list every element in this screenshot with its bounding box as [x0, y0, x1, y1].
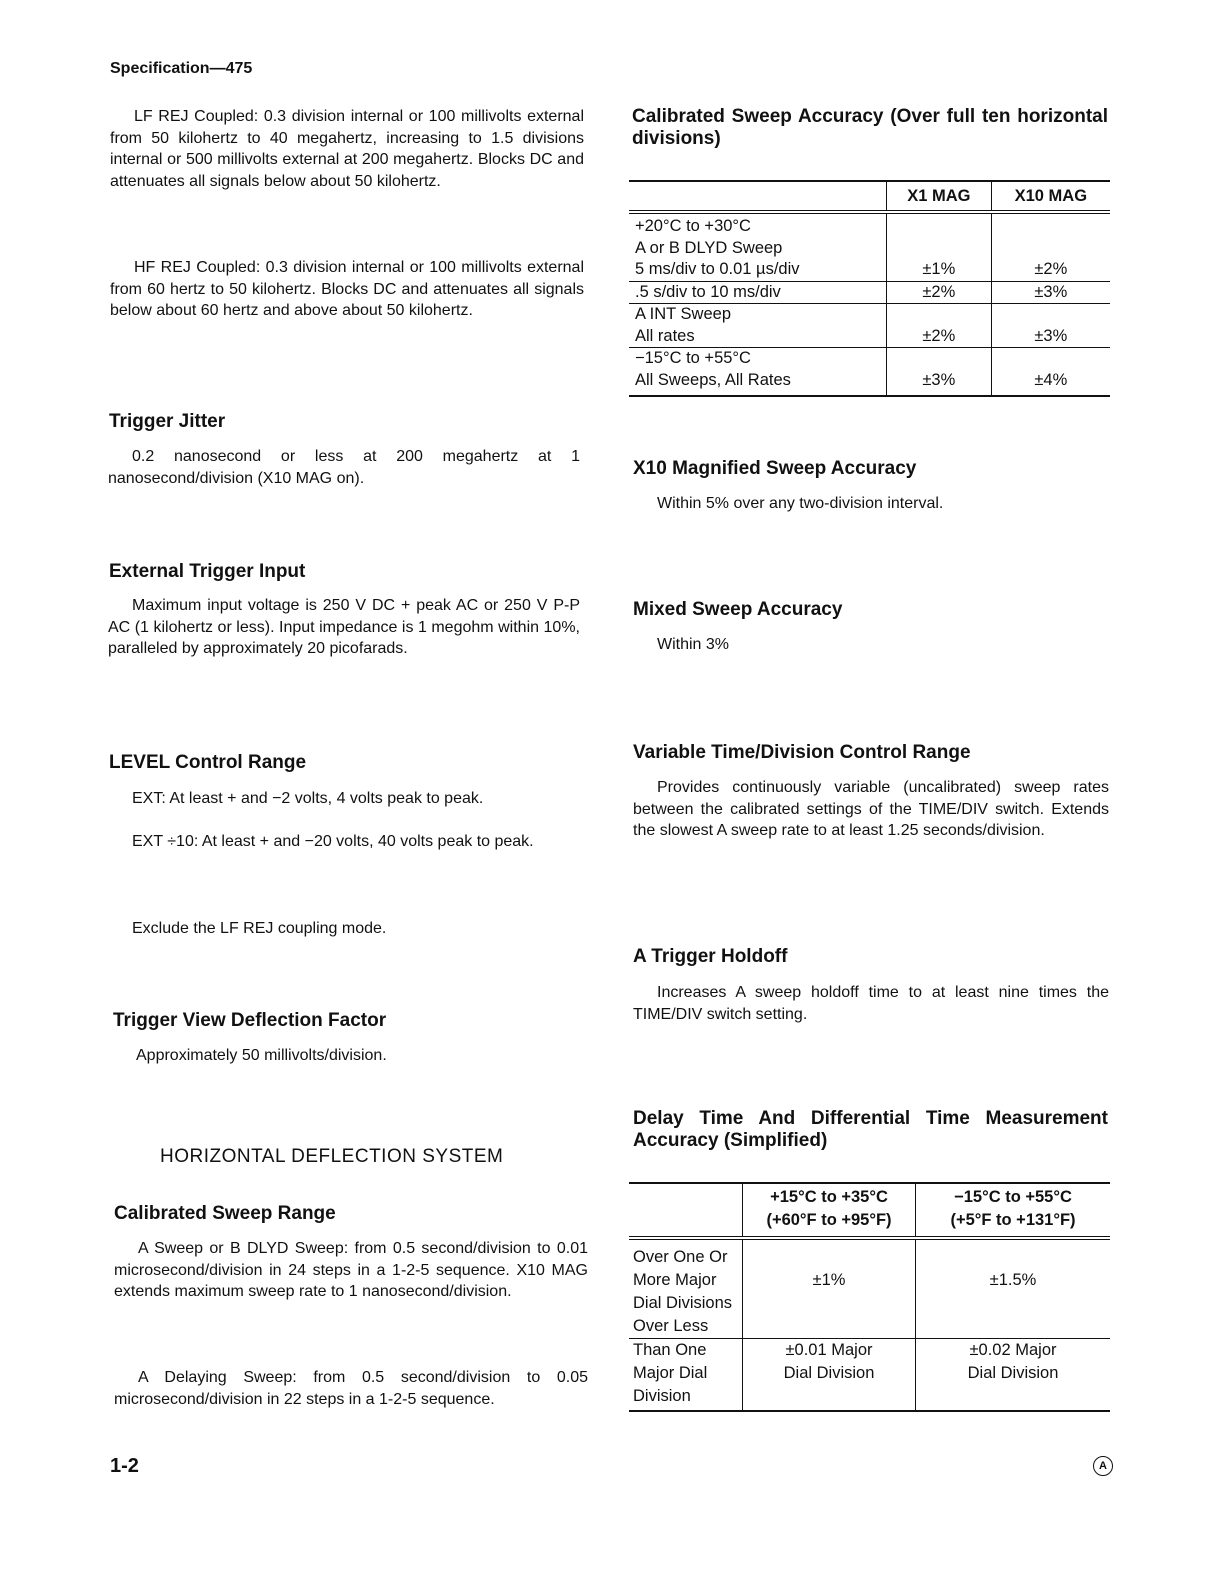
v2-line1: ±0.02 Major	[969, 1341, 1057, 1359]
holdoff-heading: A Trigger Holdoff	[633, 946, 788, 967]
x10-mag-text: Within 5% over any two-division interval.	[657, 495, 944, 512]
row-label: +20°C to +30°C	[635, 217, 751, 235]
row-label: .5 s/div to 10 ms/div	[635, 282, 781, 301]
value-cell	[743, 1339, 916, 1412]
table-row	[629, 216, 1110, 238]
delay-time-heading: Delay Time And Differential Time Measurement Accuracy (Simplified)	[633, 1108, 1108, 1151]
delay-accuracy-table	[629, 1182, 1110, 1412]
table-row	[629, 304, 1110, 326]
value-cell: ±1%	[887, 259, 992, 281]
cal-accuracy-heading: Calibrated Sweep Accuracy (Over full ten horizontal divisions)	[632, 106, 1108, 149]
value-cell	[916, 1339, 1111, 1412]
table-row	[629, 370, 1110, 397]
lf-rej-paragraph: LF REJ Coupled: 0.3 division internal or 100 millivolts external from 50 kilohertz to 40 megahertz, increasing to 1.5 divisions internal or 500 millivolts external at 200 megahertz. Blocks DC and attenuates all signals below about 50 kilohertz.	[110, 108, 584, 190]
row1-line1: Over One Or	[633, 1248, 728, 1266]
row1-line3: Dial Divisions	[633, 1294, 733, 1312]
calibrated-range-heading: Calibrated Sweep Range	[114, 1203, 336, 1224]
row-label: All Sweeps, All Rates	[635, 370, 791, 389]
table-header-empty	[629, 181, 887, 212]
horizontal-deflection-heading: HORIZONTAL DEFLECTION SYSTEM	[160, 1146, 504, 1167]
value-cell: ±1%	[743, 1238, 916, 1339]
table-header-col1	[743, 1183, 916, 1238]
value-cell: ±3%	[991, 281, 1110, 304]
table-header-x10: X10 MAG	[991, 181, 1110, 212]
row-label	[629, 1339, 743, 1412]
row-label: −15°C to +55°C	[635, 349, 751, 367]
table-header-empty	[629, 1183, 743, 1238]
value-cell: ±2%	[887, 281, 992, 304]
trigger-jitter-heading: Trigger Jitter	[109, 411, 226, 432]
table-row	[629, 1238, 1110, 1339]
variable-time-text: Provides continuously variable (uncalibrated) sweep rates between the calibrated settings of the TIME/DIV switch. Extends the slowest A sweep rate to at least 1.25 seconds/division.	[633, 779, 1109, 839]
table-row	[629, 238, 1110, 260]
holdoff-text: Increases A sweep holdoff time to at least nine times the TIME/DIV switch setting.	[633, 984, 1109, 1023]
external-trigger-heading: External Trigger Input	[109, 561, 306, 582]
trigger-view-text: Approximately 50 millivolts/division.	[136, 1047, 387, 1064]
table-row	[629, 1339, 1110, 1412]
row2-line4: Division	[633, 1387, 691, 1405]
page-number: 1-2	[110, 1455, 139, 1477]
value-cell: ±2%	[887, 326, 992, 348]
value-cell: ±3%	[991, 326, 1110, 348]
v2-line2: Dial Division	[967, 1364, 1059, 1382]
cal-accuracy-table	[629, 180, 1110, 397]
level-ext10-text: EXT ÷10: At least + and −20 volts, 40 volts peak to peak.	[132, 833, 534, 850]
calibrated-range-text-2: A Delaying Sweep: from 0.5 second/division to 0.05 microsecond/division in 22 steps in a 1-2-5 sequence.	[114, 1369, 588, 1408]
row-label: 5 ms/div to 0.01 µs/div	[635, 260, 800, 278]
row-label: A INT Sweep	[635, 305, 731, 323]
table-row	[629, 259, 1110, 281]
level-control-heading: LEVEL Control Range	[109, 752, 307, 773]
revision-mark-icon: A	[1093, 1456, 1113, 1476]
row-label	[629, 1238, 743, 1339]
table-row	[629, 348, 1110, 370]
mixed-sweep-heading: Mixed Sweep Accuracy	[633, 599, 843, 620]
col1-fahrenheit: (+60°F to +95°F)	[766, 1211, 892, 1229]
calibrated-range-text-1: A Sweep or B DLYD Sweep: from 0.5 second/division to 0.01 microsecond/division in 24 steps in a 1-2-5 sequence. X10 MAG extends maximum sweep rate to 1 nanosecond/division.	[114, 1240, 588, 1300]
value-cell: ±4%	[991, 370, 1110, 397]
table-row	[629, 326, 1110, 348]
row-label: All rates	[635, 326, 695, 345]
page-header: Specification—475	[110, 60, 253, 77]
level-exclude-text: Exclude the LF REJ coupling mode.	[132, 920, 387, 937]
v1-line2: Dial Division	[783, 1364, 875, 1382]
col2-celsius: −15°C to +55°C	[954, 1188, 1072, 1206]
external-trigger-text: Maximum input voltage is 250 V DC + peak AC or 250 V P-P AC (1 kilohertz or less). Input impedance is 1 megohm within 10%, paralleled by approximately 20 picofarads.	[108, 597, 580, 657]
col2-fahrenheit: (+5°F to +131°F)	[950, 1211, 1076, 1229]
table-row	[629, 281, 1110, 304]
row2-line3: Major Dial	[633, 1364, 708, 1382]
row-label: A or B DLYD Sweep	[635, 238, 783, 257]
trigger-view-heading: Trigger View Deflection Factor	[113, 1010, 387, 1031]
v1-line1: ±0.01 Major	[785, 1341, 873, 1359]
row2-line2: Than One	[633, 1341, 707, 1359]
table-header-col2	[916, 1183, 1111, 1238]
x10-mag-heading: X10 Magnified Sweep Accuracy	[633, 458, 917, 479]
variable-time-heading: Variable Time/Division Control Range	[633, 742, 971, 763]
value-cell: ±3%	[887, 370, 992, 397]
mixed-sweep-text: Within 3%	[657, 636, 730, 653]
hf-rej-paragraph: HF REJ Coupled: 0.3 division internal or 100 millivolts external from 60 hertz to 50 kilohertz. Blocks DC and attenuates all signals below about 60 hertz and above about 50 kilohertz.	[110, 259, 584, 319]
value-cell: ±2%	[991, 259, 1110, 281]
level-ext-text: EXT: At least + and −2 volts, 4 volts peak to peak.	[132, 790, 484, 807]
row1-line2: More Major	[633, 1271, 717, 1289]
value-cell: ±1.5%	[916, 1238, 1111, 1339]
table-header-x1: X1 MAG	[887, 181, 992, 212]
row2-line1: Over Less	[633, 1317, 709, 1335]
col1-celsius: +15°C to +35°C	[770, 1188, 888, 1206]
trigger-jitter-text: 0.2 nanosecond or less at 200 megahertz at 1 nanosecond/division (X10 MAG on).	[108, 448, 580, 487]
